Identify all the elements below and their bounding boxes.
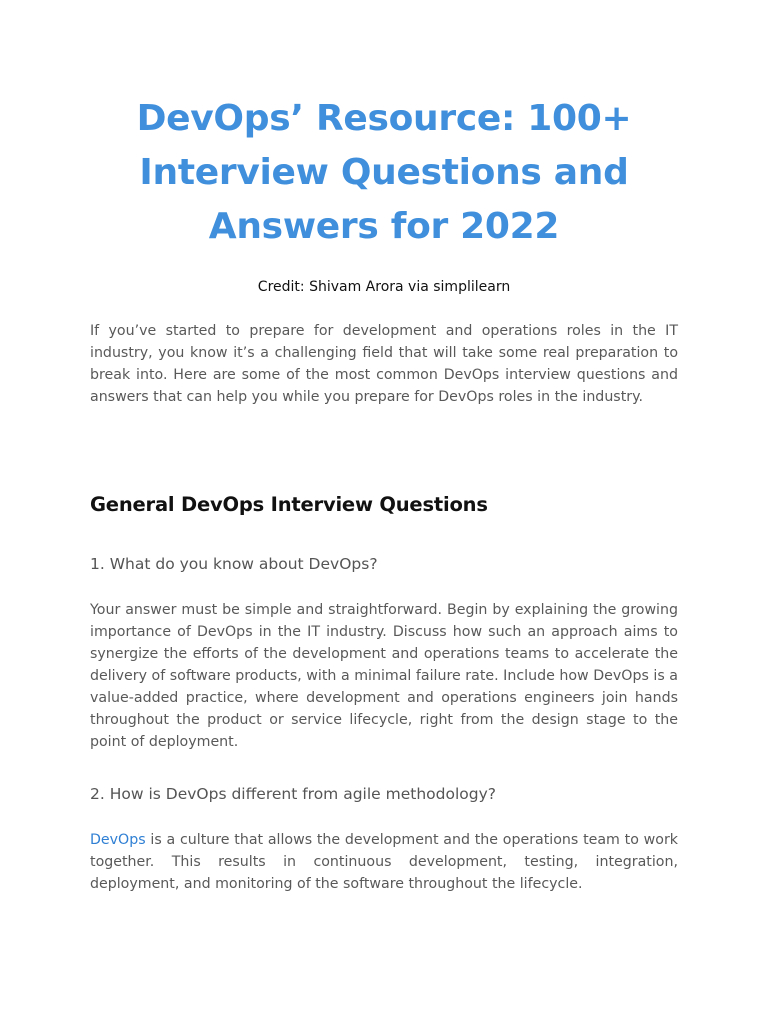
answer-1: Your answer must be simple and straightforward. Begin by explaining the growing importance of DevOps in the IT industry. Discuss how such an approach aims to synergize the efforts of the development and operations teams to accelerate the delivery of software products, with a minimal failure rate. Include how DevOps is a value-added practice, where development and operations engineers join hands throughout the product or service lifecycle, right from the design stage to the point of deployment. [90, 602, 678, 750]
question-1: 1. What do you know about DevOps? [90, 555, 378, 573]
document-title: DevOps’ Resource: 100+ Interview Questions and Answers for 2022 [136, 98, 632, 247]
credit-line: Credit: Shivam Arora via simplilearn [257, 279, 511, 295]
answer-2-text: is a culture that allows the development and the operations team to work together. This results in continuous development, testing, integration, deployment, and monitoring of the software throughout the lifecycle. [90, 832, 678, 892]
section-heading: General DevOps Interview Questions [90, 493, 488, 516]
answer-2 [90, 829, 678, 895]
question-2: 2. How is DevOps different from agile methodology? [90, 785, 496, 803]
intro-paragraph: If you’ve started to prepare for development and operations roles in the IT industry, you know it’s a challenging field that will take some real preparation to break into. Here are some of the most common DevOps interview questions and answers that can help you while you prepare for DevOps roles in the industry. [90, 323, 678, 405]
devops-link[interactable]: DevOps [90, 832, 146, 848]
